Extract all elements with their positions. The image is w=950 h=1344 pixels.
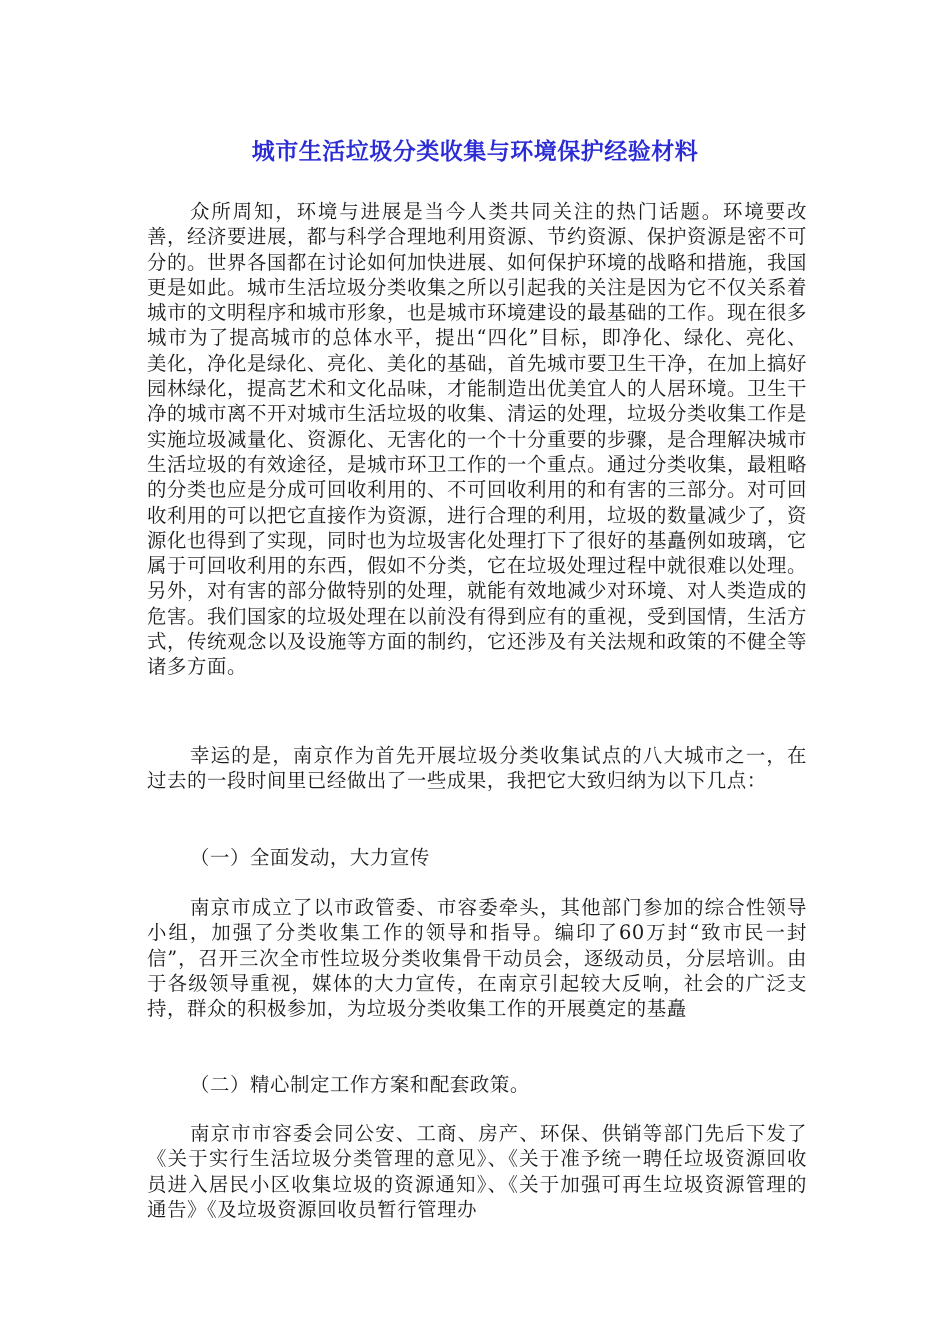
- document-title: 城市生活垃圾分类收集与环境保护经验材料: [251, 139, 699, 165]
- section-heading-2: （二）精心制定工作方案和配套政策。: [190, 1073, 530, 1096]
- paragraph-environment-intro: 众所周知，环境与进展是当今人类共同关注的热门话题。环境要改善，经济要进展，都与科学合理地利用资源、节约资源、保护资源是密不可分的。世界各国都在讨论如何加快进展、如何保护环境的战略和措施，我国更是如此。城市生活垃圾分类收集之所以引起我的关注是因为它不仅关系着城市的文明程序和城市形象，也是城市环境建设的最基础的工作。现在很多城市为了提高城市的总体水平，提出“四化”目标，即净化、绿化、亮化、美化，净化是绿化、亮化、美化的基础，首先城市要卫生干净，在加上搞好园林绿化，提高艺术和文化品味，才能制造出优美宜人的人居环境。卫生干净的城市离不开对城市生活垃圾的收集、清运的处理，垃圾分类收集工作是实施垃圾减量化、资源化、无害化的一个十分重要的步骤，是合理解决城市生活垃圾的有效途径，是城市环卫工作的一个重点。通过分类收集，最粗略的分类也应是分成可回收利用的、不可回收利用的和有害的三部分。对可回收利用的可以把它直接作为资源，进行合理的利用，垃圾的数量减少了，资源化也得到了实现，同时也为垃圾害化处理打下了很好的基矗例如玻璃，它属于可回收利用的东西，假如不分类，它在垃圾处理过程中就很难以处理。另外，对有害的部分做特别的处理，就能有效地减少对环境、对人类造成的危害。我们国家的垃圾处理在以前没有得到应有的重视，受到国情，生活方式，传统观念以及设施等方面的制约，它还涉及有关法规和政策的不健全等诸多方面。: [147, 200, 807, 679]
- paragraph-policies: 南京市市容委会同公安、工商、房产、环保、供销等部门先后下发了《关于实行生活垃圾分类管理的意见》、《关于准予统一聘任垃圾资源回收员进入居民小区收集垃圾的资源通知》、《关于加强可再生垃圾资源管理的通告》《及垃圾资源回收员暂行管理办: [147, 1122, 807, 1221]
- section-heading-1: （一）全面发动，大力宣传: [190, 846, 430, 869]
- paragraph-nanjing-results: 幸运的是，南京作为首先开展垃圾分类收集试点的八大城市之一，在过去的一段时间里已经做出了一些成果，我把它大致归纳为以下几点：: [147, 744, 807, 793]
- paragraph-mobilization: 南京市成立了以市政管委、市容委牵头，其他部门参加的综合性领导小组，加强了分类收集工作的领导和指导。编印了60万封“致市民一封信”，召开三次全市性垃圾分类收集骨干动员会，逐级动员，分层培训。由于各级领导重视，媒体的大力宣传，在南京引起较大反响，社会的广泛支持，群众的积极参加，为垃圾分类收集工作的开展奠定的基矗: [147, 896, 807, 1021]
